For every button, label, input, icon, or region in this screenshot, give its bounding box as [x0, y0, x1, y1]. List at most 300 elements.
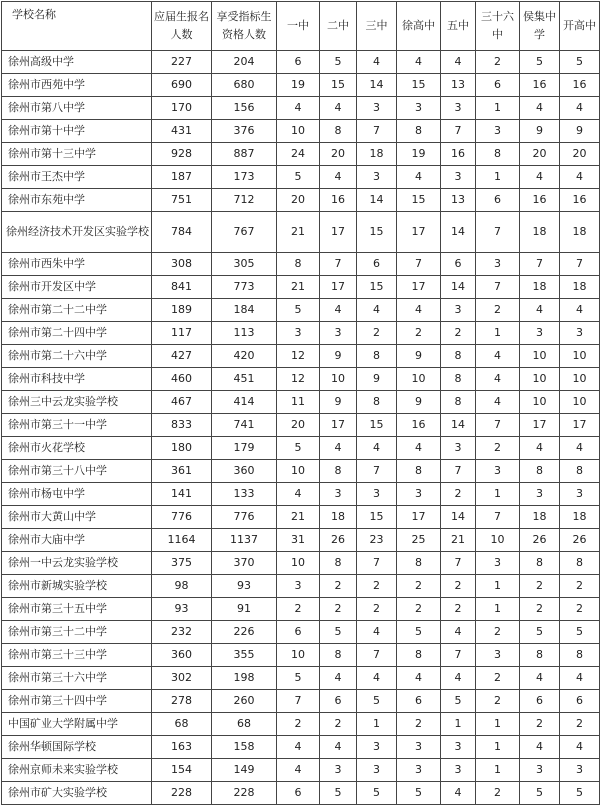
value-cell: 8 [397, 460, 441, 483]
value-cell: 8 [441, 368, 476, 391]
value-cell: 4 [320, 736, 357, 759]
value-cell: 4 [520, 437, 560, 460]
value-cell: 12 [277, 368, 320, 391]
col-header-kaigao: 开高中 [560, 2, 600, 51]
col-header-no1-middle: 一中 [277, 2, 320, 51]
value-cell: 26 [560, 529, 600, 552]
value-cell: 8 [441, 345, 476, 368]
value-cell: 8 [357, 345, 397, 368]
table-row [2, 368, 600, 391]
table-row [2, 414, 600, 437]
value-cell: 4 [277, 97, 320, 120]
col-header-no2-middle: 二中 [320, 2, 357, 51]
table-row [2, 212, 600, 253]
table-row [2, 253, 600, 276]
value-cell: 260 [212, 690, 277, 713]
value-cell: 4 [476, 345, 520, 368]
value-cell: 8 [476, 143, 520, 166]
value-cell: 227 [152, 51, 212, 74]
school-name-cell: 徐州市科技中学 [2, 368, 152, 391]
value-cell: 2 [357, 575, 397, 598]
table-row [2, 299, 600, 322]
value-cell: 228 [212, 782, 277, 805]
value-cell: 4 [357, 437, 397, 460]
value-cell: 5 [397, 782, 441, 805]
value-cell: 15 [357, 276, 397, 299]
col-header-xugao: 徐高中 [397, 2, 441, 51]
value-cell: 305 [212, 253, 277, 276]
value-cell: 5 [397, 621, 441, 644]
value-cell: 68 [212, 713, 277, 736]
value-cell: 278 [152, 690, 212, 713]
value-cell: 5 [357, 782, 397, 805]
value-cell: 5 [277, 299, 320, 322]
value-cell: 4 [520, 97, 560, 120]
value-cell: 8 [397, 120, 441, 143]
value-cell: 10 [476, 529, 520, 552]
table-row [2, 97, 600, 120]
value-cell: 232 [152, 621, 212, 644]
value-cell: 3 [560, 483, 600, 506]
value-cell: 2 [441, 483, 476, 506]
value-cell: 8 [357, 391, 397, 414]
value-cell: 1 [476, 166, 520, 189]
school-name-cell: 徐州市第二十四中学 [2, 322, 152, 345]
value-cell: 776 [152, 506, 212, 529]
col-header-no3-middle: 三中 [357, 2, 397, 51]
value-cell: 5 [520, 621, 560, 644]
value-cell: 6 [397, 690, 441, 713]
school-name-cell: 徐州市第二十二中学 [2, 299, 152, 322]
value-cell: 5 [357, 690, 397, 713]
value-cell: 10 [520, 391, 560, 414]
table-row [2, 276, 600, 299]
table-row [2, 621, 600, 644]
table-row [2, 166, 600, 189]
value-cell: 2 [520, 598, 560, 621]
value-cell: 784 [152, 212, 212, 253]
value-cell: 7 [277, 690, 320, 713]
school-name-cell: 徐州华顿国际学校 [2, 736, 152, 759]
value-cell: 117 [152, 322, 212, 345]
col-header-houji: 侯集中学 [520, 2, 560, 51]
school-name-cell: 徐州市东苑中学 [2, 189, 152, 212]
value-cell: 3 [397, 736, 441, 759]
value-cell: 5 [441, 690, 476, 713]
col-header-no36-middle: 三十六中 [476, 2, 520, 51]
quota-allocation-table [1, 1, 600, 805]
value-cell: 2 [397, 598, 441, 621]
value-cell: 184 [212, 299, 277, 322]
value-cell: 170 [152, 97, 212, 120]
value-cell: 17 [397, 212, 441, 253]
school-name-cell: 徐州市第三十五中学 [2, 598, 152, 621]
value-cell: 17 [320, 276, 357, 299]
value-cell: 198 [212, 667, 277, 690]
value-cell: 1137 [212, 529, 277, 552]
value-cell: 5 [560, 51, 600, 74]
value-cell: 1 [476, 483, 520, 506]
value-cell: 20 [277, 414, 320, 437]
table-row [2, 782, 600, 805]
table-row [2, 713, 600, 736]
table-row [2, 322, 600, 345]
value-cell: 154 [152, 759, 212, 782]
value-cell: 7 [476, 414, 520, 437]
value-cell: 360 [152, 644, 212, 667]
value-cell: 2 [277, 713, 320, 736]
table-row [2, 736, 600, 759]
value-cell: 26 [520, 529, 560, 552]
value-cell: 7 [441, 120, 476, 143]
value-cell: 21 [277, 276, 320, 299]
value-cell: 8 [397, 552, 441, 575]
col-header-school-name: 学校名称 [2, 2, 152, 51]
value-cell: 2 [476, 621, 520, 644]
allocation-table-container [1, 1, 600, 805]
value-cell: 4 [277, 736, 320, 759]
school-name-cell: 徐州一中云龙实验学校 [2, 552, 152, 575]
value-cell: 2 [560, 713, 600, 736]
value-cell: 3 [441, 759, 476, 782]
value-cell: 15 [357, 506, 397, 529]
value-cell: 841 [152, 276, 212, 299]
value-cell: 11 [277, 391, 320, 414]
value-cell: 2 [520, 713, 560, 736]
value-cell: 93 [212, 575, 277, 598]
value-cell: 9 [397, 391, 441, 414]
value-cell: 3 [441, 97, 476, 120]
value-cell: 8 [560, 460, 600, 483]
value-cell: 3 [476, 552, 520, 575]
value-cell: 3 [397, 759, 441, 782]
value-cell: 156 [212, 97, 277, 120]
value-cell: 8 [520, 552, 560, 575]
value-cell: 4 [441, 667, 476, 690]
value-cell: 23 [357, 529, 397, 552]
school-name-cell: 中国矿业大学附属中学 [2, 713, 152, 736]
value-cell: 12 [277, 345, 320, 368]
value-cell: 17 [320, 414, 357, 437]
value-cell: 3 [277, 322, 320, 345]
value-cell: 5 [277, 437, 320, 460]
value-cell: 4 [357, 667, 397, 690]
value-cell: 17 [520, 414, 560, 437]
value-cell: 3 [476, 253, 520, 276]
value-cell: 4 [320, 166, 357, 189]
value-cell: 4 [560, 736, 600, 759]
school-name-cell: 徐州市第三十四中学 [2, 690, 152, 713]
value-cell: 7 [520, 253, 560, 276]
value-cell: 13 [441, 74, 476, 97]
school-name-cell: 徐州市第三十三中学 [2, 644, 152, 667]
value-cell: 8 [320, 644, 357, 667]
value-cell: 98 [152, 575, 212, 598]
value-cell: 467 [152, 391, 212, 414]
value-cell: 2 [320, 575, 357, 598]
value-cell: 3 [476, 644, 520, 667]
value-cell: 16 [441, 143, 476, 166]
value-cell: 6 [277, 782, 320, 805]
value-cell: 7 [357, 552, 397, 575]
table-row [2, 51, 600, 74]
value-cell: 2 [476, 667, 520, 690]
col-header-applicants: 应届生报名人数 [152, 2, 212, 51]
value-cell: 3 [277, 575, 320, 598]
school-name-cell: 徐州市第三十六中学 [2, 667, 152, 690]
value-cell: 158 [212, 736, 277, 759]
value-cell: 5 [320, 621, 357, 644]
value-cell: 3 [357, 759, 397, 782]
value-cell: 10 [277, 552, 320, 575]
table-row [2, 667, 600, 690]
school-name-cell: 徐州市火花学校 [2, 437, 152, 460]
value-cell: 179 [212, 437, 277, 460]
value-cell: 355 [212, 644, 277, 667]
value-cell: 767 [212, 212, 277, 253]
school-name-cell: 徐州市王杰中学 [2, 166, 152, 189]
value-cell: 376 [212, 120, 277, 143]
value-cell: 204 [212, 51, 277, 74]
value-cell: 680 [212, 74, 277, 97]
school-name-cell: 徐州市第三十八中学 [2, 460, 152, 483]
value-cell: 1 [476, 97, 520, 120]
value-cell: 712 [212, 189, 277, 212]
value-cell: 8 [520, 644, 560, 667]
value-cell: 3 [476, 120, 520, 143]
value-cell: 189 [152, 299, 212, 322]
value-cell: 21 [441, 529, 476, 552]
school-name-cell: 徐州高级中学 [2, 51, 152, 74]
value-cell: 14 [357, 74, 397, 97]
value-cell: 3 [357, 166, 397, 189]
value-cell: 15 [320, 74, 357, 97]
value-cell: 18 [560, 506, 600, 529]
school-name-cell: 徐州市第十三中学 [2, 143, 152, 166]
value-cell: 228 [152, 782, 212, 805]
value-cell: 3 [357, 97, 397, 120]
value-cell: 24 [277, 143, 320, 166]
value-cell: 6 [441, 253, 476, 276]
value-cell: 3 [320, 483, 357, 506]
value-cell: 2 [476, 782, 520, 805]
value-cell: 15 [357, 212, 397, 253]
value-cell: 2 [320, 598, 357, 621]
value-cell: 451 [212, 368, 277, 391]
value-cell: 8 [560, 644, 600, 667]
value-cell: 14 [357, 189, 397, 212]
value-cell: 7 [476, 212, 520, 253]
value-cell: 16 [397, 414, 441, 437]
value-cell: 9 [357, 368, 397, 391]
value-cell: 741 [212, 414, 277, 437]
value-cell: 2 [357, 322, 397, 345]
value-cell: 3 [397, 483, 441, 506]
value-cell: 18 [520, 276, 560, 299]
value-cell: 4 [320, 299, 357, 322]
value-cell: 5 [320, 782, 357, 805]
school-name-cell: 徐州市第二十六中学 [2, 345, 152, 368]
school-name-cell: 徐州三中云龙实验学校 [2, 391, 152, 414]
value-cell: 3 [357, 736, 397, 759]
value-cell: 19 [277, 74, 320, 97]
value-cell: 2 [320, 713, 357, 736]
table-row [2, 143, 600, 166]
value-cell: 10 [520, 368, 560, 391]
value-cell: 3 [441, 437, 476, 460]
school-name-cell: 徐州市大黄山中学 [2, 506, 152, 529]
value-cell: 19 [397, 143, 441, 166]
value-cell: 4 [560, 437, 600, 460]
value-cell: 8 [520, 460, 560, 483]
table-row [2, 460, 600, 483]
table-row [2, 552, 600, 575]
school-name-cell: 徐州市第三十一中学 [2, 414, 152, 437]
value-cell: 9 [560, 120, 600, 143]
value-cell: 141 [152, 483, 212, 506]
value-cell: 18 [520, 212, 560, 253]
value-cell: 2 [476, 299, 520, 322]
value-cell: 133 [212, 483, 277, 506]
value-cell: 8 [320, 552, 357, 575]
school-name-cell: 徐州市杨屯中学 [2, 483, 152, 506]
value-cell: 5 [520, 782, 560, 805]
value-cell: 17 [397, 276, 441, 299]
value-cell: 460 [152, 368, 212, 391]
value-cell: 26 [320, 529, 357, 552]
value-cell: 8 [560, 552, 600, 575]
value-cell: 7 [357, 120, 397, 143]
value-cell: 4 [320, 97, 357, 120]
table-row [2, 690, 600, 713]
value-cell: 4 [476, 391, 520, 414]
value-cell: 4 [397, 299, 441, 322]
school-name-cell: 徐州京师未来实验学校 [2, 759, 152, 782]
value-cell: 10 [397, 368, 441, 391]
value-cell: 4 [357, 299, 397, 322]
value-cell: 17 [560, 414, 600, 437]
value-cell: 18 [520, 506, 560, 529]
value-cell: 7 [441, 460, 476, 483]
value-cell: 1 [476, 598, 520, 621]
value-cell: 21 [277, 506, 320, 529]
value-cell: 3 [441, 166, 476, 189]
value-cell: 10 [520, 345, 560, 368]
value-cell: 14 [441, 414, 476, 437]
value-cell: 4 [560, 97, 600, 120]
value-cell: 1 [476, 736, 520, 759]
value-cell: 14 [441, 276, 476, 299]
value-cell: 2 [397, 713, 441, 736]
value-cell: 6 [277, 621, 320, 644]
value-cell: 10 [277, 644, 320, 667]
value-cell: 10 [277, 120, 320, 143]
col-header-eligible: 享受指标生资格人数 [212, 2, 277, 51]
value-cell: 370 [212, 552, 277, 575]
school-name-cell: 徐州市开发区中学 [2, 276, 152, 299]
value-cell: 5 [320, 51, 357, 74]
value-cell: 4 [441, 51, 476, 74]
value-cell: 8 [320, 460, 357, 483]
value-cell: 226 [212, 621, 277, 644]
table-body [2, 51, 600, 805]
value-cell: 9 [520, 120, 560, 143]
value-cell: 17 [397, 506, 441, 529]
value-cell: 18 [560, 212, 600, 253]
value-cell: 9 [320, 345, 357, 368]
table-row [2, 644, 600, 667]
value-cell: 6 [357, 253, 397, 276]
value-cell: 16 [320, 189, 357, 212]
value-cell: 4 [520, 667, 560, 690]
value-cell: 8 [397, 644, 441, 667]
value-cell: 776 [212, 506, 277, 529]
value-cell: 149 [212, 759, 277, 782]
value-cell: 5 [520, 51, 560, 74]
value-cell: 1 [476, 759, 520, 782]
value-cell: 8 [277, 253, 320, 276]
value-cell: 690 [152, 74, 212, 97]
value-cell: 4 [476, 368, 520, 391]
value-cell: 7 [357, 460, 397, 483]
table-row [2, 575, 600, 598]
value-cell: 1 [476, 713, 520, 736]
value-cell: 5 [560, 621, 600, 644]
value-cell: 3 [520, 483, 560, 506]
value-cell: 16 [560, 74, 600, 97]
value-cell: 2 [397, 575, 441, 598]
value-cell: 7 [441, 552, 476, 575]
value-cell: 18 [357, 143, 397, 166]
school-name-cell: 徐州市大庙中学 [2, 529, 152, 552]
school-name-cell: 徐州市第十中学 [2, 120, 152, 143]
table-row [2, 391, 600, 414]
value-cell: 16 [560, 189, 600, 212]
value-cell: 5 [277, 166, 320, 189]
value-cell: 6 [277, 51, 320, 74]
value-cell: 16 [520, 189, 560, 212]
value-cell: 93 [152, 598, 212, 621]
value-cell: 17 [320, 212, 357, 253]
value-cell: 4 [357, 51, 397, 74]
school-name-cell: 徐州市新城实验学校 [2, 575, 152, 598]
value-cell: 302 [152, 667, 212, 690]
value-cell: 4 [397, 437, 441, 460]
value-cell: 375 [152, 552, 212, 575]
value-cell: 15 [397, 189, 441, 212]
value-cell: 68 [152, 713, 212, 736]
value-cell: 1 [441, 713, 476, 736]
value-cell: 3 [560, 759, 600, 782]
table-row [2, 506, 600, 529]
value-cell: 2 [397, 322, 441, 345]
value-cell: 7 [476, 276, 520, 299]
value-cell: 360 [212, 460, 277, 483]
col-header-no5-middle: 五中 [441, 2, 476, 51]
value-cell: 4 [520, 736, 560, 759]
value-cell: 7 [476, 506, 520, 529]
value-cell: 4 [560, 667, 600, 690]
value-cell: 361 [152, 460, 212, 483]
value-cell: 18 [320, 506, 357, 529]
value-cell: 833 [152, 414, 212, 437]
value-cell: 4 [277, 483, 320, 506]
value-cell: 8 [441, 391, 476, 414]
value-cell: 20 [560, 143, 600, 166]
value-cell: 10 [560, 391, 600, 414]
table-row [2, 74, 600, 97]
value-cell: 14 [441, 212, 476, 253]
